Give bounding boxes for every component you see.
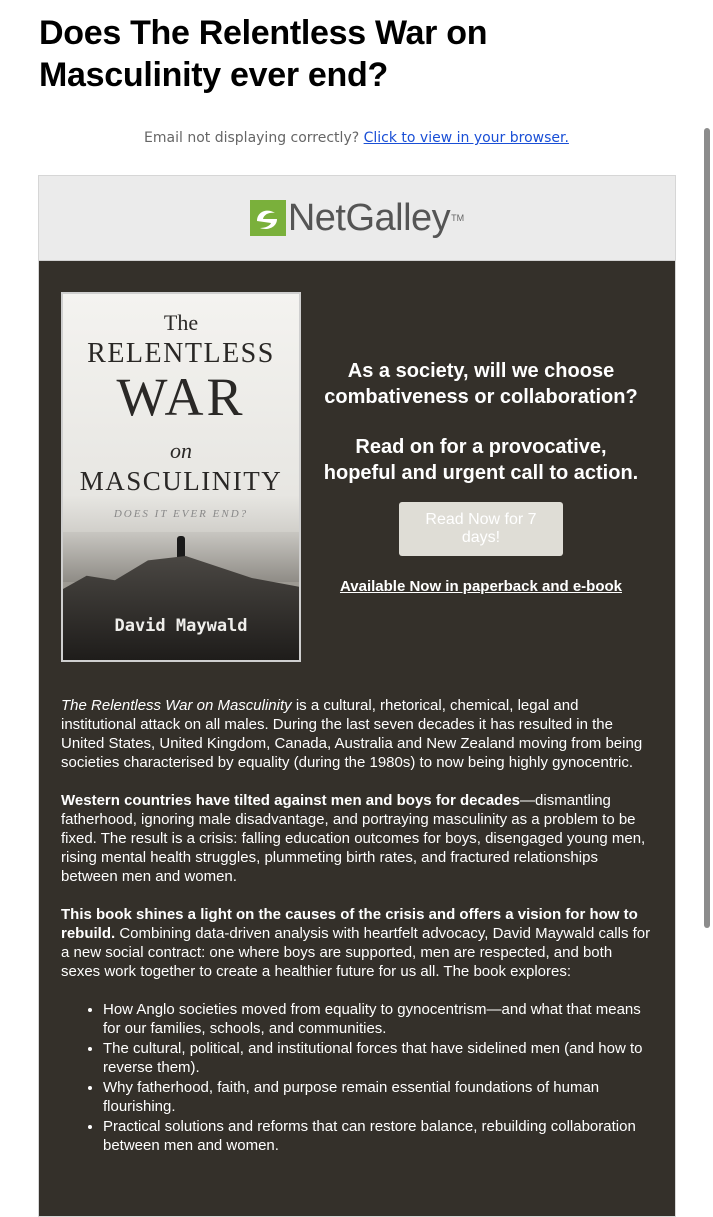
availability-link[interactable]: Available Now in paperback and e-book bbox=[339, 578, 622, 595]
cta-block bbox=[309, 358, 653, 595]
cta-line-2: combativeness or collaboration? bbox=[324, 386, 638, 408]
list-item: • Why fatherhood, faith, and purpose remain essential foundations of human flourishing. bbox=[103, 1078, 655, 1116]
cover-title-on: on bbox=[170, 438, 192, 463]
cta-line-4: hopeful and urgent call to action. bbox=[323, 462, 639, 484]
view-in-browser-link[interactable]: Click to view in your browser. bbox=[363, 130, 569, 146]
trademark-mark: TM bbox=[451, 213, 465, 223]
paragraph-1 bbox=[61, 696, 655, 772]
list-item: • Practical solutions and reforms that can restore balance, rebuilding collaboration between men and women. bbox=[103, 1117, 655, 1155]
cta-line-1: As a society, will we choose bbox=[347, 360, 615, 382]
cover-title-the: The bbox=[163, 310, 199, 335]
book-cover[interactable] bbox=[61, 292, 301, 662]
book-title-italic: The Relentless War on Masculinity bbox=[61, 697, 292, 714]
email-card bbox=[38, 175, 676, 1217]
scrollbar[interactable] bbox=[704, 128, 710, 928]
cover-subtitle: DOES IT EVER END? bbox=[113, 508, 249, 520]
cover-standing-figure bbox=[177, 536, 185, 558]
cover-title-masculinity: MASCULINITY bbox=[79, 466, 283, 496]
cta-line-3: Read on for a provocative, bbox=[355, 436, 607, 458]
description bbox=[61, 696, 655, 1156]
paragraph-3-lead: This book shines a light on the causes of the crisis and offers a vision for how to rebuild. bbox=[61, 906, 638, 942]
paragraph-3 bbox=[61, 905, 655, 981]
cover-title-war: WAR bbox=[116, 367, 246, 427]
preheader-text: Email not displaying correctly? bbox=[144, 130, 360, 146]
paragraph-2-lead: Western countries have tilted against men and boys for decades bbox=[61, 792, 521, 809]
paragraph-1-text: is a cultural, rhetorical, chemical, legal and institutional attack on all males. During the last seven decades it has resulted in the United States, United Kingdom, Canada, Australia and New Zealand moving from being societies characterised by equality (during the 1980s) to now being highly gynocentric. bbox=[61, 697, 643, 771]
paragraph-3-text: Combining data-driven analysis with heartfelt advocacy, David Maywald calls for a new social contract: one where boys are supported, men are respected, and both sexes work together to create a healthier future for us all. The book explores: bbox=[61, 925, 651, 980]
list-item: • How Anglo societies moved from equality to gynocentrism—and what that means for our families, schools, and communities. bbox=[103, 1000, 655, 1038]
read-now-button[interactable]: Read Now for 7 days! bbox=[399, 502, 563, 556]
netgalley-mark-icon bbox=[250, 200, 286, 236]
paragraph-2-text: —dismantling fatherhood, ignoring male disadvantage, and portraying masculinity as a problem to be fixed. The result is a crisis: falling education outcomes for boys, disengaged young men, rising mental health struggles, plummeting birth rates, and fractured relationships between men and women. bbox=[61, 792, 646, 885]
topics-list bbox=[61, 1000, 655, 1155]
cover-title-relentless: RELENTLESS bbox=[87, 338, 275, 369]
list-item: • The cultural, political, and institutional forces that have sidelined men (and how to reverse them). bbox=[103, 1039, 655, 1077]
paragraph-2 bbox=[61, 791, 655, 886]
email-subject: Does The Relentless War on Masculinity ever end? bbox=[39, 14, 488, 94]
preheader bbox=[0, 130, 713, 146]
cover-author: David Maywald bbox=[114, 616, 248, 636]
netgalley-logo-text: NetGalley bbox=[287, 196, 451, 239]
logo-band bbox=[39, 176, 675, 261]
